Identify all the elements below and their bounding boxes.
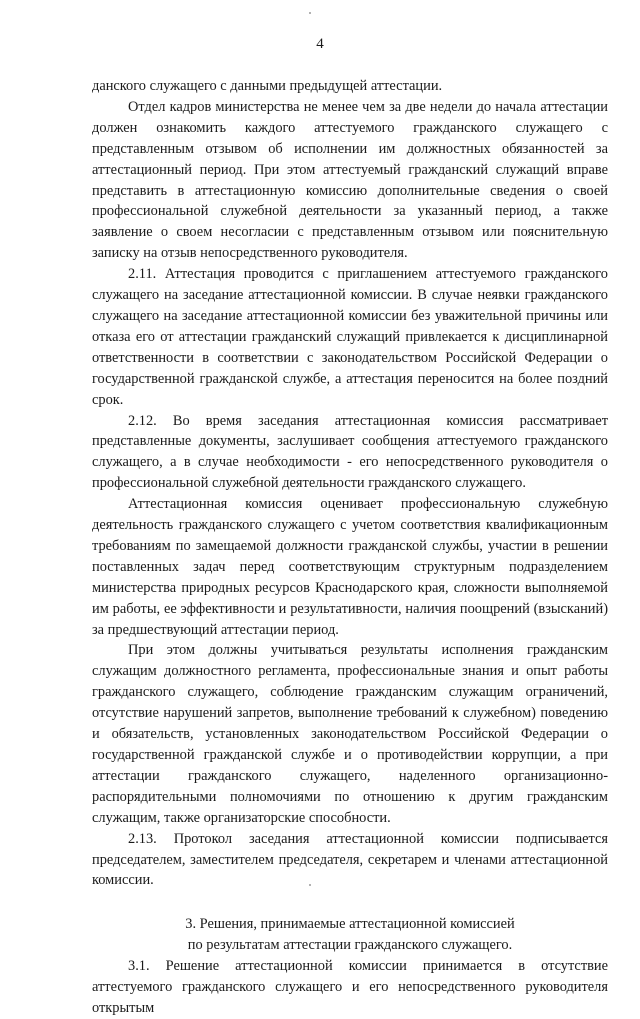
- scan-speck: [309, 12, 311, 14]
- paragraph-2-11: 2.11. Аттестация проводится с приглашением аттестуемого гражданского служащего на заседание аттестационной комиссии. В случае неявки гражданского служащего на заседание аттестационной комиссии без уважительной причины или отказа его от аттестации гражданский служащий привлекается к дисциплинарной ответственности в соответствии с законодательством Российской Федерации о государственной гражданской службе, а аттестация переносится на более поздний срок.: [92, 266, 608, 408]
- document-body: [92, 76, 608, 1019]
- section-heading: [92, 914, 608, 956]
- scan-speck: [309, 884, 311, 886]
- section-heading-line-2: по результатам аттестации гражданского служащего.: [187, 937, 513, 954]
- paragraph-3-1: 3.1. Решение аттестационной комиссии принимается в отсутствие аттестуемого гражданского служащего и его непосредственного руководителя открытым: [92, 958, 608, 1016]
- paragraph-2-12: 2.12. Во время заседания аттестационная комиссия рассматривает представленные документы, заслушивает сообщения аттестуемого гражданского служащего, а в случае необходимости - его непосредственного руководителя о профессиональной служебной деятельности гражданского служащего.: [92, 412, 608, 492]
- paragraph-hr-review: Отдел кадров министерства не менее чем за две недели до начала аттестации должен ознакомить каждого аттестуемого гражданского служащего с представленным отзывом об исполнении им должностных обязанностей за аттестационный период. При этом аттестуемый гражданский служащий вправе представить в аттестационную комиссию дополнительные сведения о своей профессиональной служебной деятельности за указанный период, а также заявление о своем несогласии с представленным отзывом или пояснительную записку на отзыв непосредственного руководителя.: [92, 98, 608, 262]
- paragraph-results-considered: При этом должны учитываться результаты исполнения гражданским служащим должностного регламента, профессиональные знания и опыт работы гражданского служащего, соблюдение гражданским служащим ограничений, отсутствие нарушений запретов, выполнение требований к служебном) поведению и обязательств, установленных законодательством Российской Федерации о государственной гражданской службе и о противодействии коррупции, а при аттестации гражданского служащего, наделенного организационно-распорядительными полномочиями по отношению к другим гражданским служащим, также организаторские способности.: [92, 642, 608, 826]
- paragraph-commission-evaluation: Аттестационная комиссия оценивает профессиональную служебную деятельность гражданского служащего с учетом соответствия квалификационным требованиям по замещаемой должности гражданской службы, участии в решении поставленных задач перед соответствующим структурным подразделением министерства природных ресурсов Краснодарского края, сложности выполняемой им работы, ее эффективности и результативности, наличия поощрений (взысканий) за предшествующий аттестации период.: [92, 496, 608, 638]
- paragraph-continuation: данского служащего с данными предыдущей аттестации.: [92, 78, 443, 94]
- section-heading-line-1: 3. Решения, принимаемые аттестационной комиссией: [185, 916, 515, 933]
- page-number: 4: [316, 36, 324, 52]
- paragraph-2-13: 2.13. Протокол заседания аттестационной комиссии подписывается председателем, заместителем председателя, секретарем и членами аттестационной комиссии.: [92, 830, 608, 889]
